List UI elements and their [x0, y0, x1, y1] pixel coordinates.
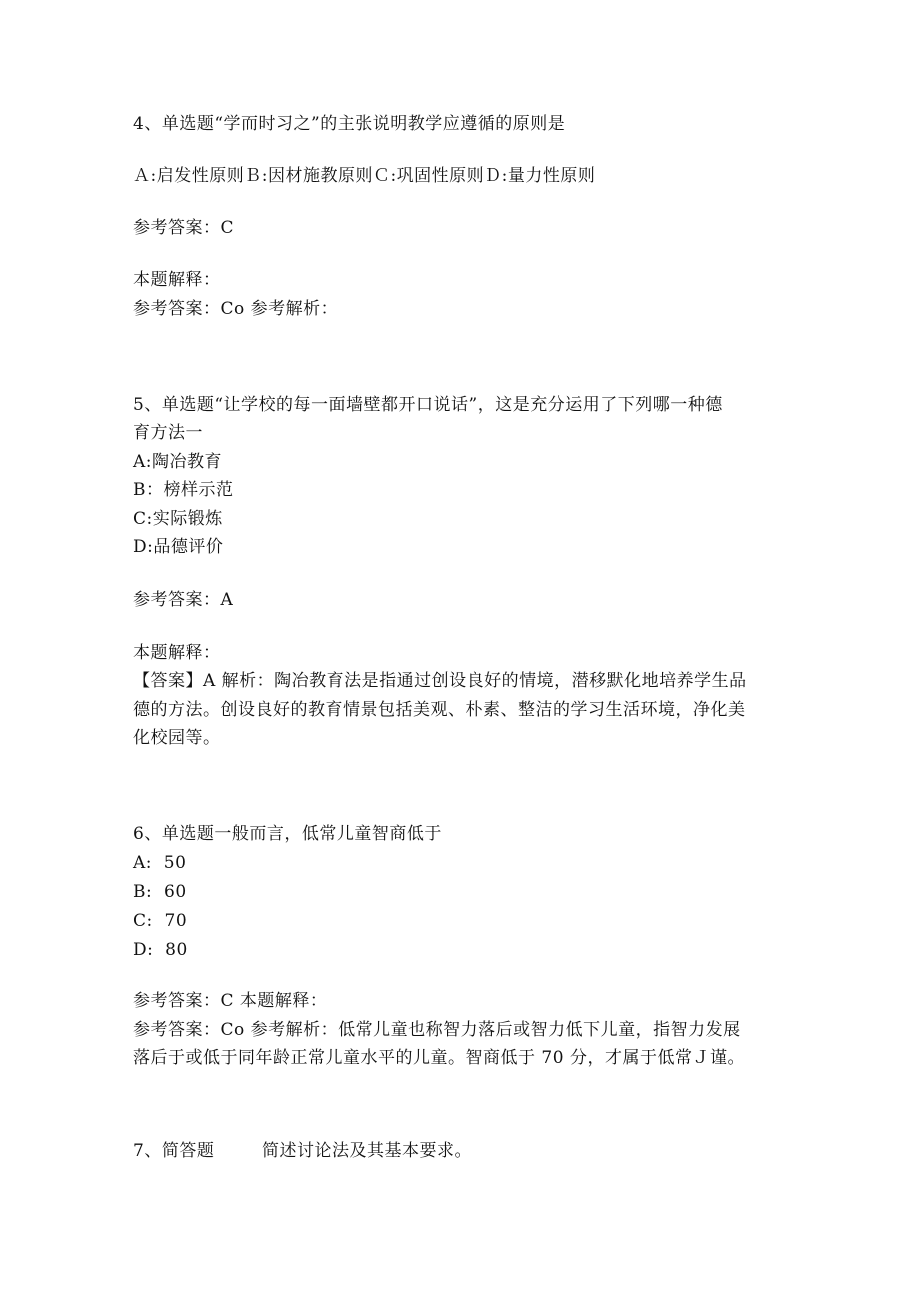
q7-label: 7、简答题: [133, 1141, 215, 1161]
q6-option-b: B: 60: [133, 882, 187, 902]
q5-explain-label: 本题解释：: [133, 643, 221, 663]
q5-question-line1: 5、单选题“让学校的每一面墙壁都开口说话”，这是充分运用了下列哪一种德: [133, 395, 723, 415]
q5-option-c: C:实际锻炼: [133, 509, 223, 529]
q4-explain: 参考答案：Co 参考解析：: [133, 299, 339, 319]
q6-option-c: C: 70: [133, 911, 188, 931]
q6-explain-line1: 参考答案：Co 参考解析：低常儿童也称智力落后或智力低下儿童，指智力发展: [133, 1020, 741, 1040]
q7-question: 简述讨论法及其基本要求。: [262, 1141, 472, 1161]
q5-option-d: D:品德评价: [133, 537, 224, 557]
q6-option-a: A: 50: [133, 853, 187, 873]
q4-explain-label: 本题解释：: [133, 270, 221, 290]
q6-question: 6、单选题一般而言，低常儿童智商低于: [133, 824, 442, 844]
q5-question-line2: 育方法一: [133, 423, 203, 443]
q5-explain-line1: 【答案】A 解析：陶冶教育法是指通过创设良好的情境，潜移默化地培养学生品: [133, 671, 747, 691]
q5-explain-line3: 化校园等。: [133, 728, 221, 748]
q5-answer: 参考答案：A: [133, 590, 234, 610]
q5-option-b: B：榜样示范: [133, 480, 234, 500]
q6-explain-line2: 落后于或低于同年龄正常儿童水平的儿童。智商低于 70 分，才属于低常Ｊ谨。: [133, 1048, 745, 1068]
q6-option-d: D: 80: [133, 940, 188, 960]
q4-answer: 参考答案：C: [133, 218, 235, 238]
q4-options: Ａ:启发性原则Ｂ:因材施教原则Ｃ:巩固性原则Ｄ:量力性原则: [133, 166, 596, 186]
q5-explain-line2: 德的方法。创设良好的教育情景包括美观、朴素、整洁的学习生活环境，净化美: [133, 700, 746, 720]
q5-option-a: A:陶冶教育: [133, 452, 223, 472]
q6-answer: 参考答案：C 本题解释：: [133, 991, 328, 1011]
q4-question: 4、单选题“学而时习之”的主张说明教学应遵循的原则是: [133, 114, 566, 134]
